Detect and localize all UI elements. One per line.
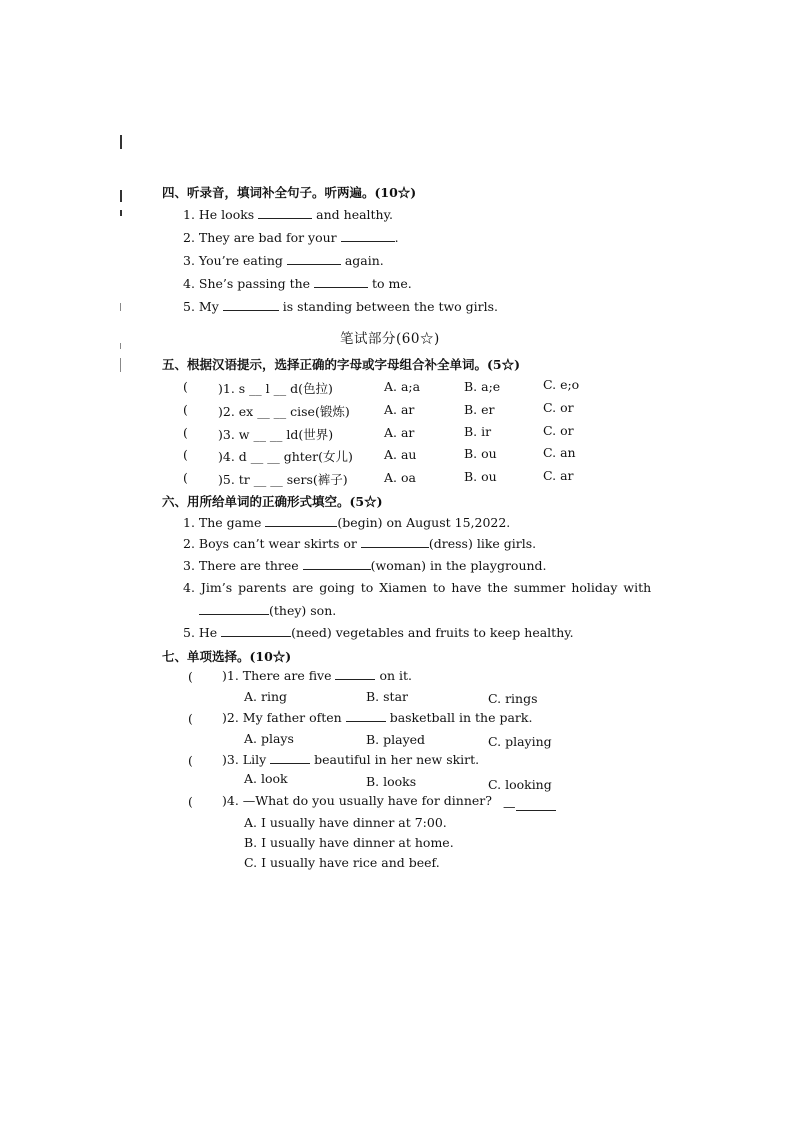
section-6-title: 六、用所给单词的正确形式填空。(5☆) [162, 494, 383, 509]
option-c[interactable]: C. or [543, 423, 574, 438]
question-text: 5. My [183, 299, 223, 314]
option-a[interactable]: A. ar [384, 402, 415, 417]
option-c[interactable]: C. playing [488, 734, 552, 749]
answer-line [503, 796, 556, 814]
answer-blank[interactable] [314, 276, 368, 288]
answer-paren[interactable]: ( [188, 711, 193, 726]
question-line [222, 752, 479, 767]
answer-blank[interactable] [303, 558, 371, 570]
question-text: )4. —What do you usually have for dinner? [222, 793, 492, 808]
answer-blank[interactable] [287, 253, 341, 265]
question-text: )3. Lily [222, 752, 271, 767]
question-text: and healthy. [312, 207, 393, 222]
question-text: )3. w __ __ ld(世界) [218, 427, 334, 442]
answer-paren[interactable]: ( [188, 753, 193, 768]
answer-blank[interactable] [346, 710, 386, 722]
question-line [183, 536, 536, 551]
question-text: to me. [368, 276, 412, 291]
option-a[interactable]: A. ar [384, 425, 415, 440]
section-4-title: 四、听录音，填词补全句子。听两遍。(10☆) [162, 185, 417, 200]
question-text: is standing between the two girls. [278, 299, 499, 314]
question-line [183, 253, 384, 268]
option-b[interactable]: B. ir [464, 424, 492, 439]
option-b[interactable]: B. looks [366, 774, 417, 789]
question-line [183, 276, 412, 291]
option-b[interactable]: B. star [366, 689, 408, 704]
answer-paren[interactable]: ( [183, 425, 188, 440]
question-text: )1. s __ l __ d(色拉) [218, 381, 333, 396]
question-text: (dress) like girls. [428, 536, 537, 551]
question-text: 2. Boys can’t wear skirts or [183, 536, 361, 551]
margin-mark [120, 303, 121, 311]
answer-paren[interactable]: ( [183, 402, 188, 417]
answer-paren[interactable]: ( [183, 470, 188, 485]
answer-blank[interactable] [361, 536, 429, 548]
answer-blank[interactable] [270, 752, 310, 764]
option-c[interactable]: C. ar [543, 468, 574, 483]
question-text: 3. There are three [183, 558, 303, 573]
option-b[interactable]: B. a;e [464, 379, 501, 394]
answer-blank[interactable] [516, 796, 556, 811]
question-line [183, 558, 547, 573]
answer-blank[interactable] [223, 299, 279, 311]
option-c[interactable]: C. an [543, 445, 576, 460]
answer-blank[interactable] [341, 230, 395, 242]
question-text: 4. She’s passing the [183, 276, 315, 291]
option-b[interactable]: B. I usually have dinner at home. [244, 835, 454, 850]
question-line [222, 668, 412, 683]
option-b[interactable]: B. er [464, 402, 495, 417]
question-text: basketball in the park. [385, 710, 533, 725]
section-7-title: 七、单项选择。(10☆) [162, 649, 292, 664]
option-a[interactable]: A. oa [384, 470, 416, 485]
option-a[interactable]: A. ring [244, 689, 287, 704]
question-text: 1. He looks [183, 207, 259, 222]
margin-mark [120, 343, 121, 349]
answer-paren[interactable]: ( [188, 794, 193, 809]
question-line [183, 207, 393, 222]
option-c[interactable]: C. e;o [543, 377, 580, 392]
question-text: )2. ex __ __ cise(锻炼) [218, 404, 350, 419]
option-a[interactable]: A. au [384, 447, 417, 462]
option-a[interactable]: A. plays [244, 731, 294, 746]
question-line [222, 710, 532, 725]
answer-blank[interactable] [221, 625, 291, 637]
option-b[interactable]: B. ou [464, 469, 497, 484]
option-b[interactable]: B. ou [464, 446, 497, 461]
question-text: )5. tr __ __ sers(裤子) [218, 472, 348, 487]
option-c[interactable]: C. or [543, 400, 574, 415]
question-line [183, 299, 498, 314]
margin-mark [120, 210, 122, 216]
written-part-title: 笔试部分(60☆) [340, 331, 440, 347]
question-text: 2. They are bad for your [183, 230, 341, 245]
answer-blank[interactable] [199, 603, 269, 615]
question-text: )4. d __ __ ghter(女儿) [218, 449, 353, 464]
question-text: beautiful in her new skirt. [310, 752, 480, 767]
question-line [183, 230, 399, 245]
section-5-title: 五、根据汉语提示，选择正确的字母或字母组合补全单词。(5☆) [162, 357, 521, 372]
answer-blank[interactable] [258, 207, 312, 219]
option-b[interactable]: B. played [366, 732, 426, 747]
question-text: again. [340, 253, 384, 268]
dash: — [503, 799, 516, 814]
option-c[interactable]: C. I usually have rice and beef. [244, 855, 440, 870]
answer-blank[interactable] [265, 515, 337, 527]
question-text: 4. Jim’s parents are going to Xiamen to have the summer holiday with [183, 580, 652, 595]
question-line [183, 580, 651, 595]
option-a[interactable]: A. a;a [384, 379, 421, 394]
option-c[interactable]: C. looking [488, 777, 552, 792]
question-text: 3. You’re eating [183, 253, 287, 268]
question-text: on it. [375, 668, 413, 683]
option-c[interactable]: C. rings [488, 691, 538, 706]
question-line [183, 515, 510, 530]
option-a[interactable]: A. look [244, 771, 288, 786]
question-text: (woman) in the playground. [370, 558, 547, 573]
question-text: (they) son. [269, 603, 337, 618]
margin-mark [120, 358, 121, 372]
answer-paren[interactable]: ( [188, 669, 193, 684]
question-text: . [394, 230, 399, 245]
question-text: (need) vegetables and fruits to keep healthy. [291, 625, 574, 640]
answer-blank[interactable] [335, 668, 375, 680]
answer-paren[interactable]: ( [183, 447, 188, 462]
option-a[interactable]: A. I usually have dinner at 7:00. [244, 815, 447, 830]
question-line [199, 603, 336, 618]
question-text: )2. My father often [222, 710, 346, 725]
margin-mark [120, 135, 122, 149]
question-text: (begin) on August 15,2022. [337, 515, 511, 530]
answer-paren[interactable]: ( [183, 379, 188, 394]
question-line [183, 625, 574, 640]
question-text: )1. There are five [222, 668, 336, 683]
question-line [222, 793, 492, 808]
question-text: 5. He [183, 625, 222, 640]
margin-mark [120, 190, 122, 202]
question-text: 1. The game [183, 515, 266, 530]
